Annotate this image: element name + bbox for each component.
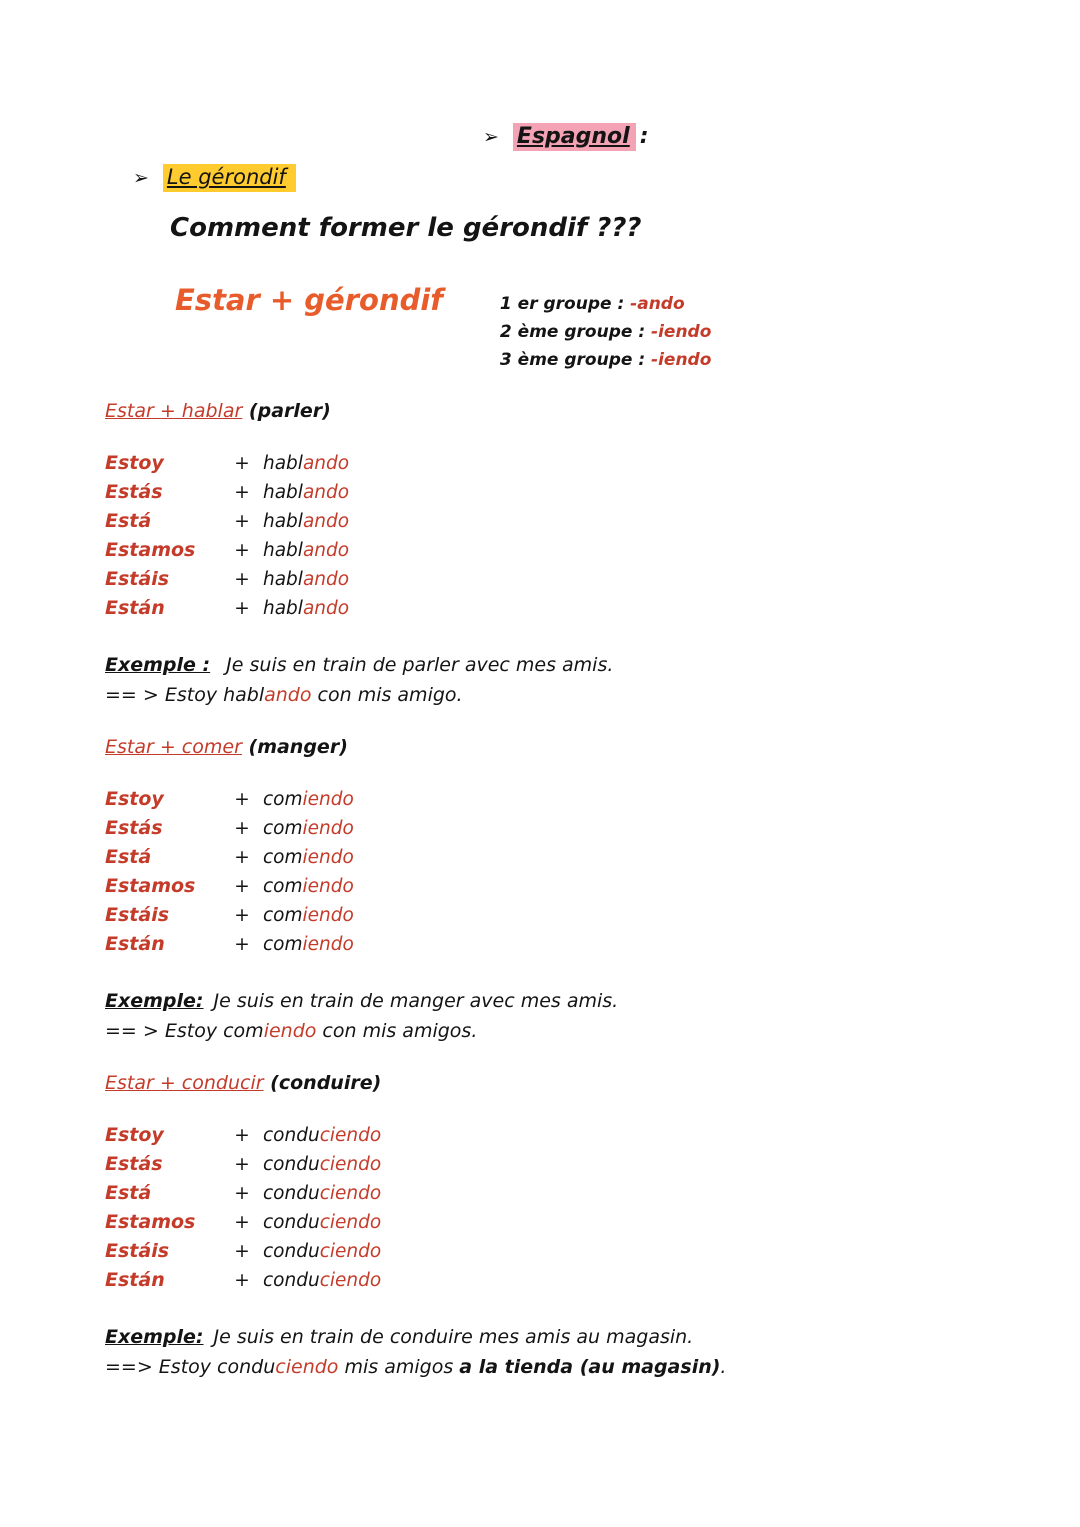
- group-ending-item: [500, 318, 711, 346]
- plus-sign: +: [234, 540, 250, 561]
- conjugation-row: [105, 872, 1080, 901]
- example-es-part3: .: [720, 1356, 727, 1378]
- plus-sign: +: [234, 818, 250, 839]
- section-heading: [105, 736, 1080, 758]
- group-ending-item: [500, 346, 711, 374]
- conjugation-row: [105, 814, 1080, 843]
- conjugation-row: [105, 1179, 1080, 1208]
- section-translation: (parler): [242, 400, 331, 422]
- verb-ending: iendo: [302, 818, 354, 839]
- verb-ending: iendo: [302, 934, 354, 955]
- row-verb: [263, 1266, 381, 1295]
- verb-stem: condu: [263, 1125, 320, 1146]
- verb-stem: habl: [263, 540, 303, 561]
- conjugation-row: [105, 507, 1080, 536]
- verb-stem: com: [263, 789, 303, 810]
- plus-sign: +: [234, 1154, 250, 1175]
- group-ending: -ando: [630, 294, 685, 314]
- row-verb: [263, 536, 349, 565]
- section-verb-link: Estar + comer: [105, 736, 242, 758]
- plus-sign: +: [234, 1241, 250, 1262]
- question-heading: Comment former le gérondif ???: [170, 213, 642, 243]
- row-pronoun: Está: [105, 510, 152, 532]
- conjugation-row: [105, 901, 1080, 930]
- verb-ending: iendo: [302, 847, 354, 868]
- verb-stem: habl: [263, 453, 303, 474]
- row-pronoun: Están: [105, 597, 165, 619]
- formula-row: [175, 283, 1080, 374]
- group-ending: -iendo: [651, 350, 712, 370]
- example-es-part2: con mis amigo.: [311, 684, 463, 706]
- example-es-ending: ciendo: [275, 1356, 339, 1378]
- gerondif-title: Le gérondif: [163, 164, 296, 192]
- estar-gerondif-formula: Estar + gérondif: [175, 283, 443, 317]
- group-ending-item: [500, 290, 711, 318]
- plus-sign: +: [234, 1183, 250, 1204]
- verb-stem: condu: [263, 1154, 320, 1175]
- verb-ending: iendo: [302, 905, 354, 926]
- verb-ending: ciendo: [319, 1270, 382, 1291]
- espagnol-title: Espagnol: [513, 123, 636, 151]
- verb-stem: condu: [263, 1241, 320, 1262]
- conjugation-table: [105, 785, 1080, 959]
- conjugation-table: [105, 449, 1080, 623]
- espagnol-header: [483, 0, 1080, 149]
- verb-ending: ando: [302, 453, 350, 474]
- example-spanish: [105, 681, 1080, 710]
- example-label: Exemple:: [105, 1326, 204, 1348]
- plus-sign: +: [234, 511, 250, 532]
- group-label: 1 er groupe :: [499, 294, 631, 314]
- example-es-ending: iendo: [263, 1020, 317, 1042]
- verb-stem: habl: [263, 569, 303, 590]
- verb-ending: ciendo: [319, 1125, 382, 1146]
- row-verb: [263, 1237, 381, 1266]
- example-french-text: Je suis en train de manger avec mes amis.: [213, 990, 619, 1012]
- verb-stem: com: [263, 847, 303, 868]
- row-pronoun: Están: [105, 933, 165, 955]
- example-label: Exemple :: [105, 654, 211, 676]
- conjugation-table: [105, 1121, 1080, 1295]
- row-pronoun: Estás: [105, 817, 163, 839]
- example-french-text: Je suis en train de parler avec mes amis.: [220, 654, 614, 676]
- section-heading: [105, 1072, 1080, 1094]
- conjugation-row: [105, 1266, 1080, 1295]
- verb-stem: condu: [263, 1212, 320, 1233]
- conjugation-section-hablar: [105, 400, 1080, 710]
- example-french-text: Je suis en train de conduire mes amis au magasin.: [213, 1326, 694, 1348]
- row-verb: [263, 930, 354, 959]
- row-pronoun: Está: [105, 846, 152, 868]
- conjugation-row: [105, 449, 1080, 478]
- row-verb: [263, 901, 354, 930]
- plus-sign: +: [234, 847, 250, 868]
- row-pronoun: Estás: [105, 481, 163, 503]
- plus-sign: +: [234, 934, 250, 955]
- example-french: [105, 1323, 1080, 1352]
- row-pronoun: Estamos: [105, 875, 196, 897]
- verb-stem: habl: [263, 482, 303, 503]
- plus-sign: +: [234, 569, 250, 590]
- arrow-bullet-icon: ➢: [133, 167, 149, 189]
- plus-sign: +: [234, 876, 250, 897]
- row-verb: [263, 1179, 381, 1208]
- row-verb: [263, 449, 349, 478]
- example-es-part1: == > Estoy com: [105, 1020, 264, 1042]
- document-content: [105, 400, 1080, 1382]
- example-es-part1: == > Estoy habl: [105, 684, 265, 706]
- example-es-bold: a la tienda (au magasin): [459, 1356, 721, 1378]
- row-pronoun: Están: [105, 1269, 165, 1291]
- arrow-bullet-icon: ➢: [483, 126, 499, 148]
- verb-stem: com: [263, 876, 303, 897]
- example-french: [105, 651, 1080, 680]
- verb-ending: ciendo: [319, 1212, 382, 1233]
- conjugation-section-comer: [105, 736, 1080, 1046]
- row-pronoun: Está: [105, 1182, 152, 1204]
- row-pronoun: Estoy: [105, 1124, 164, 1146]
- section-translation: (conduire): [263, 1072, 382, 1094]
- plus-sign: +: [234, 905, 250, 926]
- row-verb: [263, 843, 354, 872]
- conjugation-row: [105, 1208, 1080, 1237]
- espagnol-colon: :: [639, 124, 649, 149]
- row-pronoun: Estáis: [105, 1240, 170, 1262]
- row-verb: [263, 478, 349, 507]
- row-pronoun: Estamos: [105, 539, 196, 561]
- verb-ending: ciendo: [319, 1241, 382, 1262]
- plus-sign: +: [234, 598, 250, 619]
- group-label: 3 ème groupe :: [499, 350, 652, 370]
- verb-stem: condu: [263, 1270, 320, 1291]
- conjugation-row: [105, 785, 1080, 814]
- row-pronoun: Estáis: [105, 568, 170, 590]
- plus-sign: +: [234, 1212, 250, 1233]
- verb-ending: ando: [302, 598, 350, 619]
- plus-sign: +: [234, 789, 250, 810]
- row-pronoun: Estás: [105, 1153, 163, 1175]
- section-verb-link: Estar + hablar: [105, 400, 243, 422]
- verb-ending: iendo: [302, 789, 354, 810]
- verb-ending: iendo: [302, 876, 354, 897]
- example-label: Exemple:: [105, 990, 204, 1012]
- conjugation-row: [105, 1237, 1080, 1266]
- group-label: 2 ème groupe :: [499, 322, 652, 342]
- row-verb: [263, 785, 354, 814]
- verb-ending: ando: [302, 511, 350, 532]
- row-verb: [263, 1121, 381, 1150]
- row-verb: [263, 1150, 381, 1179]
- conjugation-row: [105, 565, 1080, 594]
- conjugation-row: [105, 930, 1080, 959]
- verb-ending: ando: [302, 569, 350, 590]
- plus-sign: +: [234, 1270, 250, 1291]
- verb-stem: habl: [263, 598, 303, 619]
- row-verb: [263, 1208, 381, 1237]
- verb-stem: com: [263, 905, 303, 926]
- example-spanish: [105, 1353, 1080, 1382]
- verb-stem: habl: [263, 511, 303, 532]
- conjugation-section-conducir: [105, 1072, 1080, 1382]
- row-verb: [263, 507, 349, 536]
- row-verb: [263, 565, 349, 594]
- conjugation-row: [105, 1150, 1080, 1179]
- row-verb: [263, 814, 354, 843]
- verb-ending: ciendo: [319, 1183, 382, 1204]
- section-translation: (manger): [241, 736, 348, 758]
- plus-sign: +: [234, 1125, 250, 1146]
- verb-stem: condu: [263, 1183, 320, 1204]
- group-ending: -iendo: [651, 322, 712, 342]
- gerondif-subheader: [133, 165, 1080, 189]
- group-endings-list: [500, 283, 711, 374]
- example-french: [105, 987, 1080, 1016]
- section-verb-link: Estar + conducir: [105, 1072, 264, 1094]
- plus-sign: +: [234, 453, 250, 474]
- plus-sign: +: [234, 482, 250, 503]
- row-pronoun: Estoy: [105, 788, 164, 810]
- conjugation-row: [105, 594, 1080, 623]
- section-heading: [105, 400, 1080, 422]
- conjugation-row: [105, 536, 1080, 565]
- verb-ending: ciendo: [319, 1154, 382, 1175]
- example-spanish: [105, 1017, 1080, 1046]
- conjugation-row: [105, 1121, 1080, 1150]
- example-es-ending: ando: [264, 684, 312, 706]
- conjugation-row: [105, 478, 1080, 507]
- conjugation-row: [105, 843, 1080, 872]
- example-es-part1: ==> Estoy condu: [105, 1356, 276, 1378]
- example-es-part2: mis amigos: [338, 1356, 460, 1378]
- verb-stem: com: [263, 934, 303, 955]
- row-pronoun: Estáis: [105, 904, 170, 926]
- row-pronoun: Estamos: [105, 1211, 196, 1233]
- verb-ending: ando: [302, 482, 350, 503]
- example-es-part2: con mis amigos.: [316, 1020, 478, 1042]
- row-pronoun: Estoy: [105, 452, 164, 474]
- row-verb: [263, 594, 349, 623]
- row-verb: [263, 872, 354, 901]
- verb-stem: com: [263, 818, 303, 839]
- verb-ending: ando: [302, 540, 350, 561]
